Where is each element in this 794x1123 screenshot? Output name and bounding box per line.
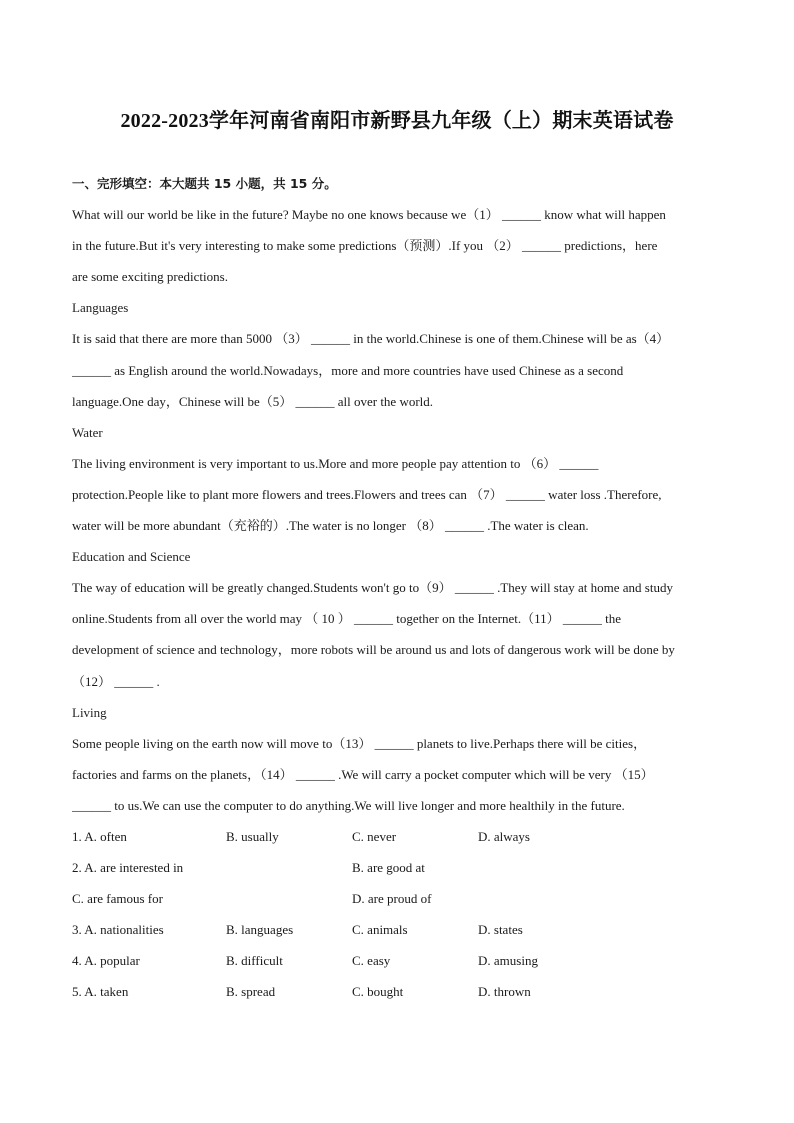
option-c: C. never [352, 828, 397, 844]
answer-options [72, 821, 728, 1008]
option-b: B. usually [226, 828, 279, 844]
passage-line: The living environment is very important to us.More and more people pay attention to （6） ______ [72, 455, 599, 471]
option-a: 1. A. often [72, 828, 127, 844]
option-d: D. amusing [478, 953, 538, 969]
exam-content [72, 168, 728, 1008]
passage-line: in the future.But it's very interesting to make some predictions（预测）.If you （2） ______ predictions，here [72, 238, 658, 254]
paragraph-heading-living: Living [72, 704, 107, 720]
option-a: 2. A. are interested in [72, 860, 184, 876]
cloze-passage [72, 199, 728, 821]
passage-line: ______ to us.We can use the computer to do anything.We will live longer and more healthily in the future. [72, 797, 625, 813]
option-d: D. states [478, 922, 523, 938]
paragraph-heading-languages: Languages [72, 300, 129, 316]
passage-line: factories and farms on the planets，（14） ______ .We will carry a pocket computer which will be very （15） [72, 766, 654, 782]
option-c: C. easy [352, 953, 391, 969]
paragraph-heading-education: Education and Science [72, 549, 191, 565]
passage-line: development of science and technology，more robots will be around us and lots of dangerous work will be done by [72, 642, 675, 658]
passage-line: Some people living on the earth now will move to（13） ______ planets to live.Perhaps there will be cities， [72, 735, 647, 751]
option-b: B. are good at [352, 860, 425, 876]
option-b: B. difficult [226, 953, 283, 969]
question-3-options [72, 914, 728, 945]
option-d: D. thrown [478, 984, 531, 1000]
section-header: 一、完形填空：本大题共 15 小题，共 15 分。 [72, 176, 337, 191]
option-c: C. animals [352, 922, 408, 938]
option-a: 3. A. nationalities [72, 922, 164, 938]
passage-line: It is said that there are more than 5000 （3） ______ in the world.Chinese is one of them.Chinese will be as（4） [72, 331, 670, 347]
option-a: 4. A. popular [72, 953, 140, 969]
passage-line: water will be more abundant（充裕的）.The water is no longer （8） ______ .The water is clean. [72, 518, 589, 534]
option-c: C. bought [352, 984, 404, 1000]
option-b: B. spread [226, 984, 276, 1000]
passage-line: are some exciting predictions. [72, 269, 228, 285]
option-d: D. always [478, 828, 530, 844]
passage-line: （12） ______ . [72, 673, 160, 689]
question-5-options [72, 976, 728, 1007]
option-a: 5. A. taken [72, 984, 129, 1000]
page-title: 2022-2023学年河南省南阳市新野县九年级（上）期末英语试卷 [120, 110, 674, 132]
question-2-options [72, 852, 728, 883]
option-d: D. are proud of [352, 891, 432, 907]
passage-line: protection.People like to plant more flowers and trees.Flowers and trees can （7） ______ water loss .Therefore, [72, 486, 662, 502]
passage-line: online.Students from all over the world may （ 10 ） ______ together on the Internet.（11） ______ the [72, 611, 622, 627]
option-b: B. languages [226, 922, 294, 938]
question-2-options-continued [72, 883, 728, 914]
paragraph-heading-water: Water [72, 424, 103, 440]
passage-line: What will our world be like in the future? Maybe no one knows because we（1） ______ know what will happen [72, 207, 666, 223]
passage-line: language.One day，Chinese will be（5） ______ all over the world. [72, 393, 434, 409]
question-1-options [72, 821, 728, 852]
question-4-options [72, 945, 728, 976]
option-c: C. are famous for [72, 891, 163, 907]
passage-line: The way of education will be greatly changed.Students won't go to（9） ______ .They will stay at home and study [72, 580, 673, 596]
passage-line: ______ as English around the world.Nowadays，more and more countries have used Chinese as a second [72, 362, 624, 378]
